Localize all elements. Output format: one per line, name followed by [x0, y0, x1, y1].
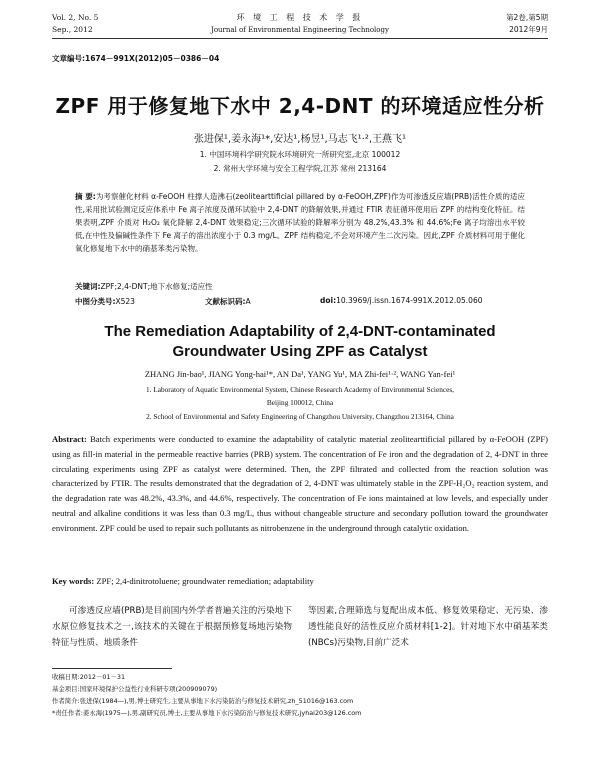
en-abstract: [52, 432, 548, 536]
footnote-rule: [52, 668, 172, 669]
zh-doi-value: 10.3969/j.issn.1674-991X.2012.05.060: [336, 296, 483, 305]
footnote-received: 收稿日期:2012－01－31: [52, 673, 126, 681]
body-column-2: 等因素,合理筛选与复配出成本低、修复效果稳定、无污染、渗透性能良好的活性反应介质材料[1-2]。针对地下水中硝基苯类(NBCs)污染物,目前广泛术: [308, 606, 548, 648]
footnote-funding: 基金项目:国家环境保护公益性行业科研专项(200909079): [52, 685, 218, 693]
zh-authors: 张进保¹,姜永海¹*,安达¹,杨昱¹,马志飞¹·²,王燕飞¹: [193, 134, 407, 145]
header-rule: [52, 38, 548, 39]
zh-abstract: [75, 190, 525, 255]
en-title: The Remediation Adaptability of 2,4-DNT-contaminated Groundwater Using ZPF as Catalyst: [104, 323, 496, 360]
header-journal-en: Journal of Environmental Engineering Technology: [211, 26, 389, 34]
zh-clc-value: X523: [115, 297, 135, 306]
header-journal-zh: 环 境 工 程 技 术 学 报: [236, 13, 364, 22]
footnote-author-bio: 作者简介:张进保(1984—),男,博士研究生,主要从事地下水污染防治与修复技术研究,zh_51016@163.com: [52, 697, 354, 705]
article-id: 文章编号:1674－991X(2012)05－0386－04: [52, 54, 220, 63]
zh-doi: [320, 296, 482, 305]
zh-doc-code-value: A: [245, 297, 251, 306]
zh-doi-label: doi:: [320, 296, 337, 305]
en-abstract-text: Batch experiments were conducted to examine the adaptability of catalytic material zeolitearttificial pillared by α-FeOOH (ZPF) using as fill-in material in the permeable reactive barries (PRB) system. The concentration of Fe iron and the degradation of 2, 4-DNT in three circulating experiments using ZPF as catalyst were determined. Then, the ZPF filtrated and collected from the reaction solution was characterized by FTIR. The results demonstrated that the degradation of 2, 4-DNT was ultimately stable in the ZPF-H₂O₂ reaction system, and the degradation rate was 48.2%, 43.3%, and 44.6%, respectively. The concentration of Fe ions maintained at low levels, and especially under neutral and alkaline conditions it was less than 0.3 mg/L, thus without changeable structure and secondary pollution toward the groundwater environment. ZPF could be used to repair such pollutants as nitrobenzene in the underground through catalytic oxidation.: [52, 434, 548, 533]
en-abstract-label: Abstract:: [52, 434, 87, 444]
zh-abstract-text: 为考察催化材料 α-FeOOH 柱撑人造沸石(zeolitearttificial pillared by α-FeOOH,ZPF)作为可渗透反应墙(PRB)活性介质的适应性,采用批试验测定反应体系中 Fe 离子浓度及循环试验中 2,4-DNT 的降解效果,并通过 FTIR 表征循环使用后 ZPF 的结构变化特征。结果表明,ZPF 介质对 H₂O₂ 氧化降解 2,4-DNT 效果稳定;三次循环试验的降解率分别为 48.2%,43.3% 和 44.6%;Fe 离子均溶出水平较低,在中性及偏碱性条件下 Fe 离子的溶出浓度小于 0.3 mg/L。ZPF 结构稳定,不会对环境产生二次污染。因此,ZPF 介质材料可用于催化氧化修复地下水中的硝基苯类污染物。: [75, 192, 525, 253]
zh-affiliation-2: 2. 常州大学环境与安全工程学院,江苏 常州 213164: [213, 164, 387, 173]
body-column-1: 可渗透反应墙(PRB)是目前国内外学者普遍关注的污染地下水原位修复技术之一,该技术的关键在于根据预修复场地污染物特征与性质、地质条件: [52, 606, 292, 648]
en-affiliation-1: 1. Laboratory of Aquatic Environmental System, Chinese Research Academy of Environmental Sciences,: [145, 385, 454, 394]
zh-clc-label: 中图分类号:: [75, 297, 116, 306]
zh-abstract-label: 摘 要:: [75, 192, 96, 201]
zh-doc-code: [205, 296, 251, 307]
header-date-zh: 2012年9月: [509, 25, 548, 34]
en-authors: ZHANG Jin-bao¹, JIANG Yong-hai¹*, AN Da¹, YANG Yu¹, MA Zhi-fei¹·², WANG Yan-fei¹: [144, 369, 456, 379]
zh-keywords-label: 关键词:: [75, 282, 101, 291]
en-affiliation-2: Beijing 100012, China: [266, 398, 334, 407]
zh-title: ZPF 用于修复地下水中 2,4-DNT 的环境适应性分析: [55, 94, 545, 118]
header-date-en: Sep., 2012: [52, 25, 93, 34]
en-affiliation-3: 2. School of Environmental and Safety Engineering of Changzhou University, Changzhou 213164, China: [146, 412, 454, 421]
zh-clc: [75, 296, 135, 307]
en-keywords: [52, 576, 548, 586]
header-vol-issue: Vol. 2, No. 5: [52, 13, 99, 22]
zh-keywords: [75, 281, 525, 292]
en-keywords-text: ZPF; 2,4-dinitrotoluene; groundwater remediation; adaptability: [96, 576, 314, 586]
zh-affiliation-1: 1. 中国环境科学研究院水环境研究一所研究室,北京 100012: [199, 150, 401, 159]
zh-keywords-text: ZPF;2,4-DNT;地下水修复;适应性: [100, 282, 213, 291]
zh-doc-code-label: 文献标识码:: [205, 297, 246, 306]
footnote-corresponding: *责任作者:姜永海(1975—),男,副研究员,博士,主要从事地下水污染防治与修复技术研究,jyhai203@126.com: [52, 709, 362, 717]
header-vol-issue-zh: 第2卷,第5期: [506, 13, 548, 22]
en-keywords-label: Key words:: [52, 576, 95, 586]
